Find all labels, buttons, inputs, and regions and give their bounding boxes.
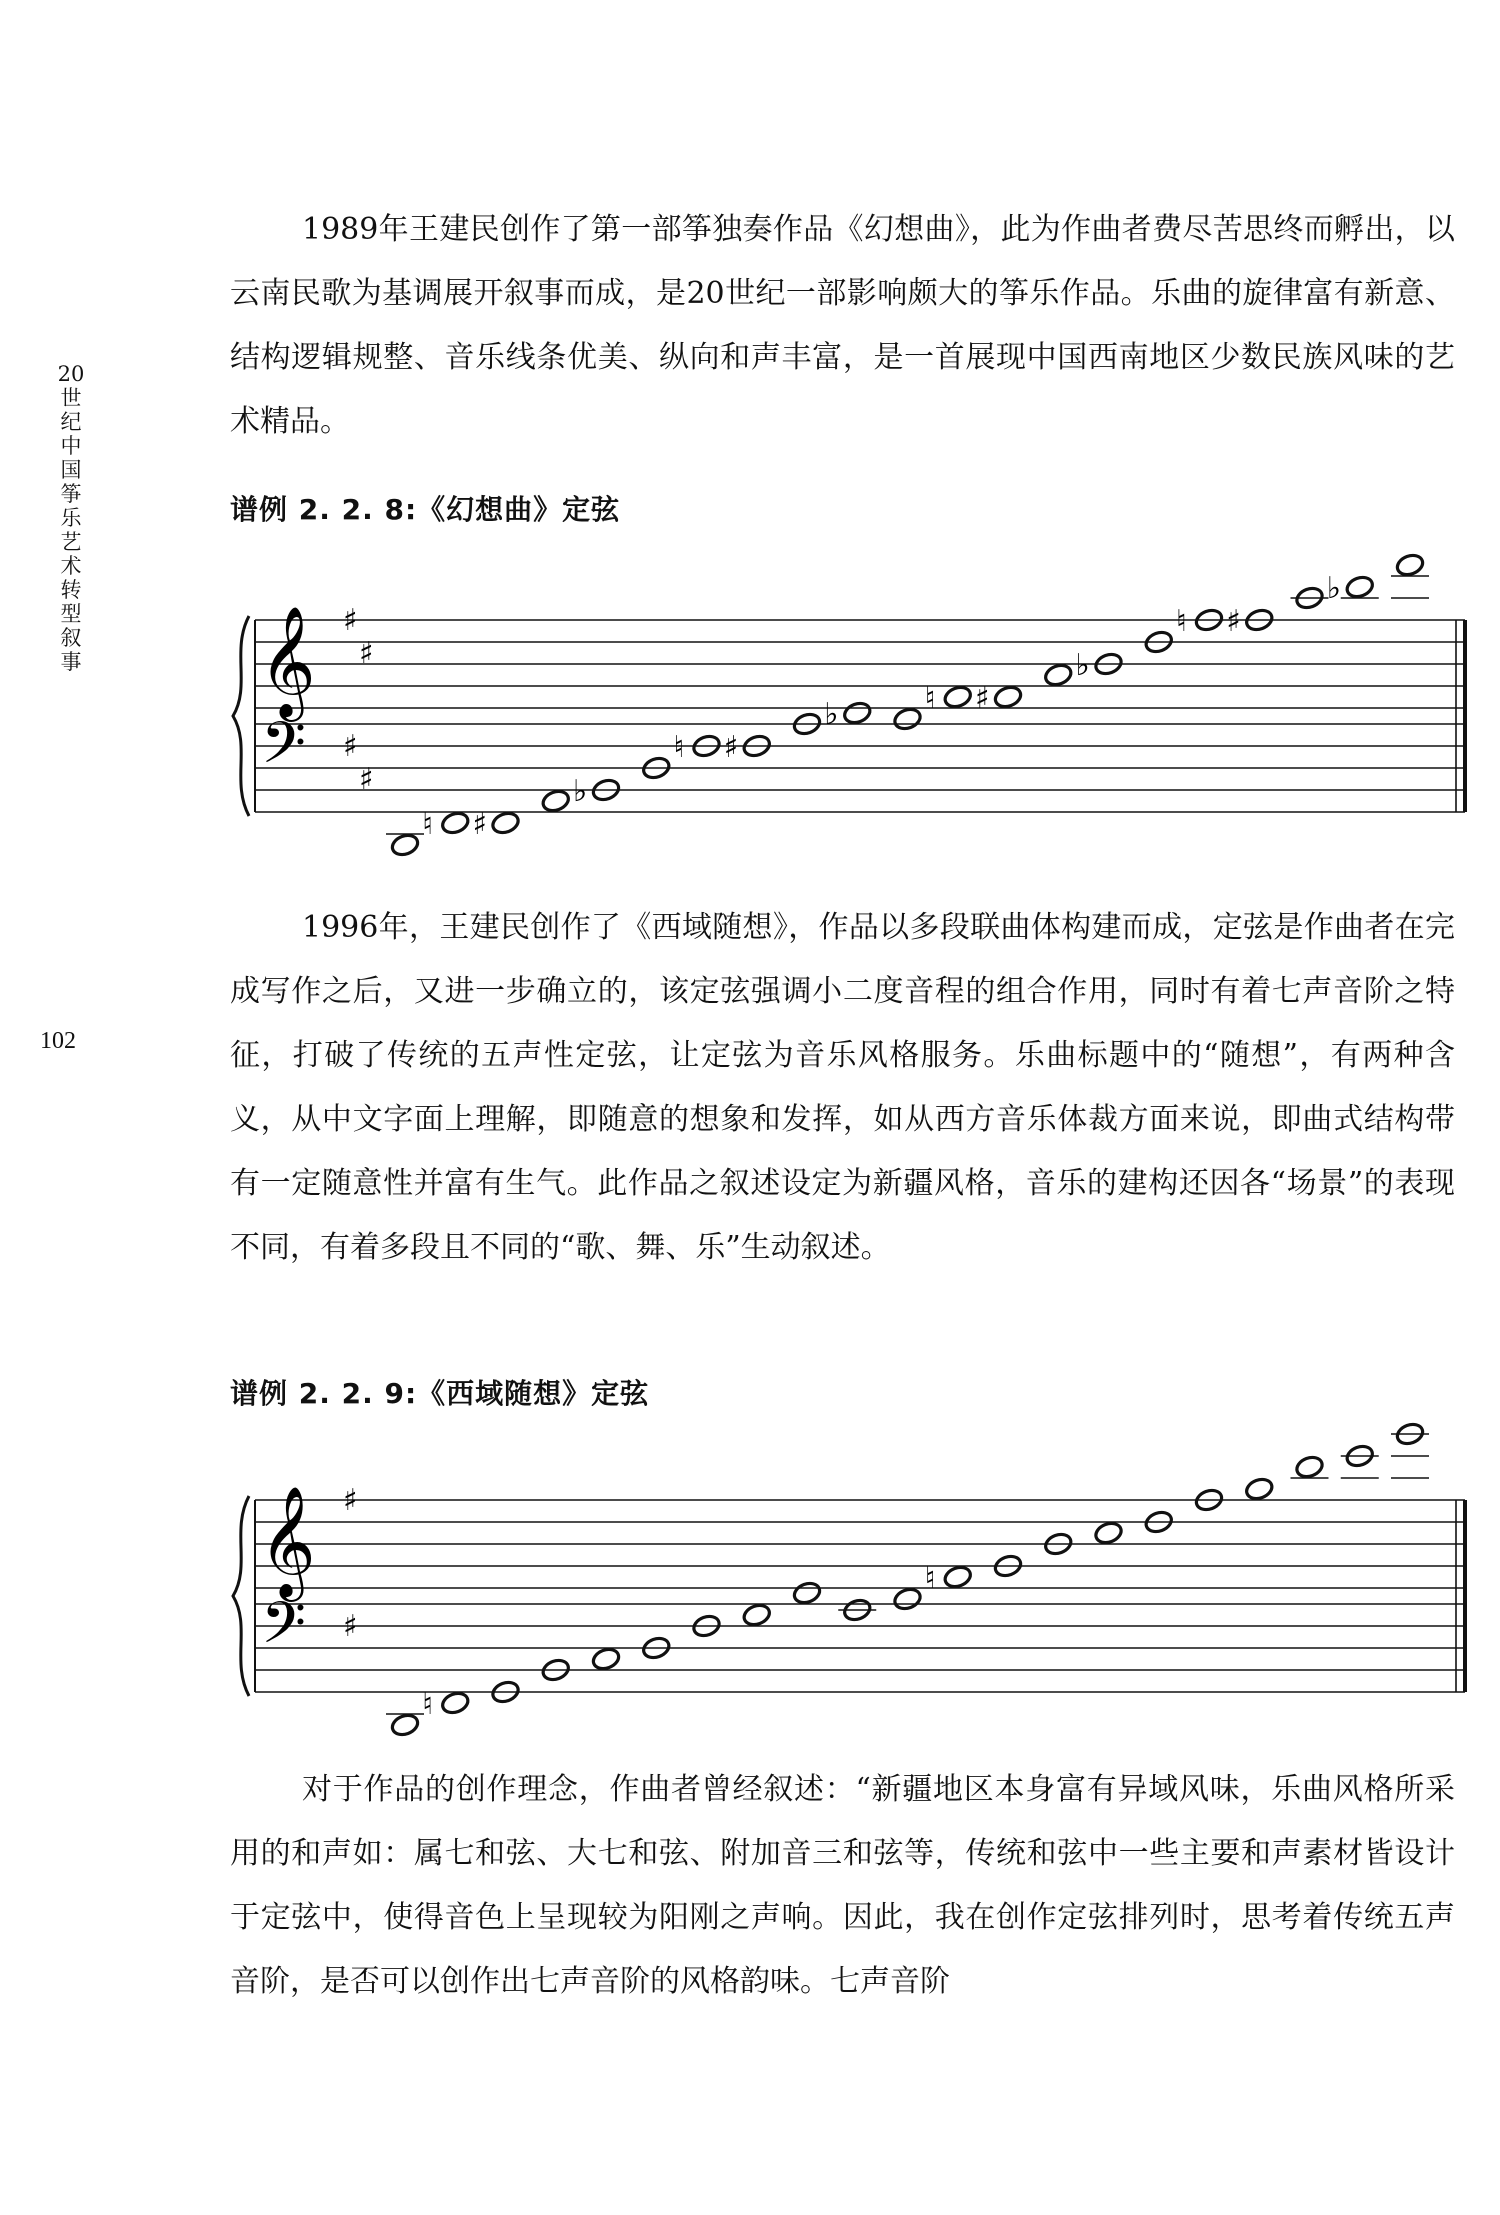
brace <box>233 1496 249 1696</box>
music-score-fantasia-tuning <box>220 550 1480 842</box>
flat-accidental: ♭ <box>573 774 588 809</box>
running-side-title: 20世纪中国筝乐艺术转型叙事 <box>57 362 85 674</box>
flat-accidental: ♭ <box>824 697 839 732</box>
key-signature-sharp-treble: ♯ <box>343 1483 358 1518</box>
treble-clef-icon: 𝄞 <box>259 605 316 717</box>
treble-note-B5 <box>1294 1454 1325 1480</box>
page-number: 102 <box>40 1028 76 1054</box>
bass-note-Bb3 <box>842 700 873 726</box>
paragraph-xiyu-suixiang: 1996年，王建民创作了《西域随想》，作品以多段联曲体构建而成，定弦是作曲者在完成写作之后，又进一步确立的，该定弦强调小二度音程的组合作用，同时有着七声音阶之特征，打破了传统的五声性定弦，让定弦为音乐风格服务。乐曲标题中的“随想”，有两种含义，从中文字面上理解，即随意的想象和发挥，如从西方音乐体裁方面来说，即曲式结构带有一定随意性并富有生气。此作品之叙述设定为新疆风格，音乐的建构还因各“场景”的表现不同，有着多段且不同的“歌、舞、乐”生动叙述。 <box>230 910 1455 1265</box>
bass-note-A2 <box>540 788 571 814</box>
bass-note-B3 <box>792 1580 823 1606</box>
key-signature-sharp-bass: ♯ <box>359 762 374 797</box>
bass-note-D2 <box>390 832 421 858</box>
natural-accidental: ♮ <box>422 1687 433 1722</box>
bass-note-F2 <box>440 810 471 836</box>
treble-note-D4 <box>892 706 923 732</box>
natural-accidental: ♮ <box>924 1561 936 1596</box>
natural-accidental: ♮ <box>673 730 685 765</box>
flat-accidental: ♭ <box>1075 648 1090 683</box>
key-signature-sharp-treble: ♯ <box>343 603 358 638</box>
treble-note-G5 <box>1244 1476 1275 1502</box>
sharp-accidental: ♯ <box>1226 604 1241 639</box>
key-signature-sharp-bass: ♯ <box>343 729 358 764</box>
flat-accidental: ♭ <box>1326 571 1341 606</box>
key-signature-sharp-bass: ♯ <box>343 1609 358 1644</box>
bass-note-F#2 <box>490 810 521 836</box>
paragraph-fantasia: 1989年王建民创作了第一部筝独奏作品《幻想曲》，此为作曲者费尽苦思终而孵出，以云南民歌为基调展开叙事而成，是20世纪一部影响颇大的筝乐作品。乐曲的旋律富有新意、结构逻辑规整、音乐线条优美、纵向和声丰富，是一首展现中国西南地区少数民族风味的艺术精品。 <box>230 212 1455 439</box>
sharp-accidental: ♯ <box>723 730 739 765</box>
treble-note-F4 <box>942 684 973 710</box>
treble-note-D4 <box>892 1586 923 1612</box>
bass-note-G3 <box>741 1602 772 1628</box>
treble-note-F4 <box>942 1564 973 1590</box>
natural-accidental: ♮ <box>422 807 433 842</box>
treble-note-C5 <box>1093 1520 1124 1546</box>
bass-note-D2 <box>390 1712 421 1738</box>
treble-note-Bb5 <box>1344 574 1375 600</box>
natural-accidental: ♮ <box>924 681 936 716</box>
natural-accidental: ♮ <box>1176 604 1187 639</box>
key-signature-sharp-treble: ♯ <box>359 636 374 671</box>
bass-note-F2 <box>440 1690 471 1716</box>
bass-clef-icon: 𝄢 <box>261 709 307 791</box>
sharp-accidental: ♯ <box>975 681 990 716</box>
sharp-accidental: ♯ <box>472 807 488 842</box>
music-score-xiyu-tuning <box>220 1430 1480 1722</box>
paragraph-creative-concept: 对于作品的创作理念，作曲者曾经叙述：“新疆地区本身富有异域风味，乐曲风格所采用的和声如：属七和弦、大七和弦、附加音三和弦等，传统和弦中一些主要和声素材皆设计于定弦中，使得音色上呈现较为阳刚之声响。因此，我在创作定弦排列时，思考着传统五声音阶，是否可以创作出七声音阶的风格韵味。七声音阶 <box>230 1772 1455 1999</box>
example-caption-2-2-9: 谱例 2. 2. 9:《西域随想》定弦 <box>230 1377 650 1410</box>
treble-clef-icon: 𝄞 <box>259 1485 316 1597</box>
bass-note-C3 <box>591 1646 622 1672</box>
treble-note-F#4 <box>993 684 1024 710</box>
brace <box>233 616 249 816</box>
example-caption-2-2-8: 谱例 2. 2. 8:《幻想曲》定弦 <box>230 493 621 526</box>
bass-clef-icon: 𝄢 <box>261 1589 307 1671</box>
treble-note-D6 <box>1395 552 1426 578</box>
treble-note-A4 <box>1043 662 1074 688</box>
